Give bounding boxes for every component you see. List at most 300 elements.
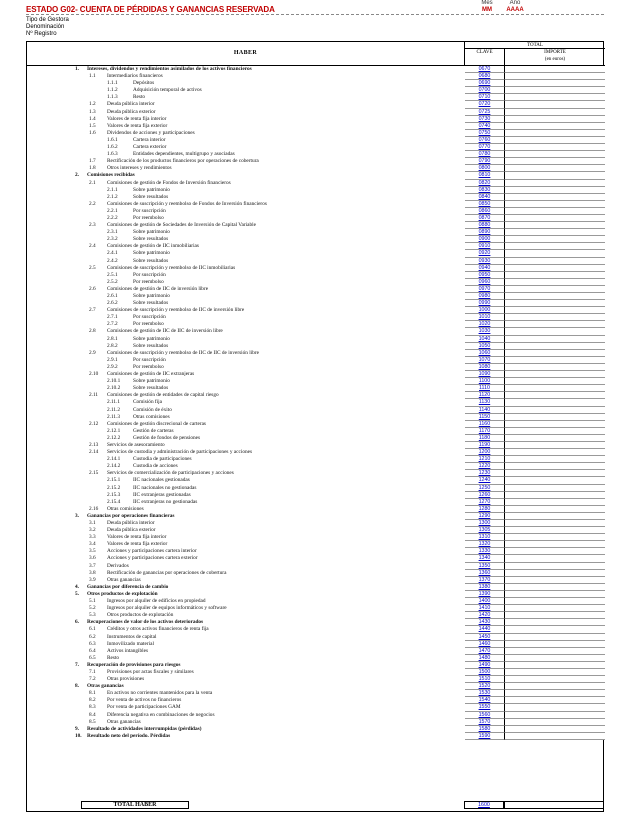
row-code-link[interactable]: 1130 <box>465 399 505 406</box>
table-row <box>27 726 605 733</box>
row-code-link[interactable]: 1490 <box>465 662 505 669</box>
row-amount-field[interactable] <box>505 563 605 570</box>
row-code-link[interactable]: 1100 <box>465 378 505 385</box>
year-value[interactable]: AAAA <box>506 7 524 13</box>
row-code-link[interactable]: 1305 <box>465 527 505 534</box>
row-code-link[interactable]: 0940 <box>465 265 505 272</box>
row-code-link[interactable]: 0690 <box>465 80 505 87</box>
row-number: 3.9 <box>89 576 96 583</box>
row-code-link[interactable]: 0720 <box>465 101 505 108</box>
row-code-link[interactable]: 0820 <box>465 180 505 187</box>
row-code-link[interactable]: 1110 <box>465 385 505 392</box>
row-amount-field[interactable] <box>505 499 605 506</box>
row-amount-field[interactable] <box>505 357 605 364</box>
row-code-link[interactable]: 0850 <box>465 201 505 208</box>
row-number: 3.3 <box>89 534 96 541</box>
table-row <box>27 307 605 314</box>
row-amount-field[interactable] <box>505 506 605 513</box>
row-amount-field[interactable] <box>505 165 605 172</box>
row-label: Gestión de fondos de pensiones <box>133 434 201 441</box>
table-row <box>27 94 605 101</box>
row-amount-field[interactable] <box>505 378 605 385</box>
row-code-link[interactable]: 0790 <box>465 158 505 165</box>
row-number: 3.6 <box>89 555 96 562</box>
row-code-link[interactable]: 1160 <box>465 421 505 428</box>
row-code-link[interactable]: 0930 <box>465 258 505 265</box>
row-amount-field[interactable] <box>505 719 605 726</box>
row-code-link[interactable]: 1180 <box>465 435 505 442</box>
row-amount-field[interactable] <box>505 215 605 222</box>
row-code-link[interactable]: 1230 <box>465 470 505 477</box>
row-code-link[interactable]: 1290 <box>465 513 505 520</box>
row-amount-field[interactable] <box>505 371 605 378</box>
row-amount-field[interactable] <box>505 109 605 116</box>
row-label: IIC extranjeras gestionadas <box>133 491 191 498</box>
row-code-link[interactable]: 1300 <box>465 520 505 527</box>
row-number: 2.13 <box>89 441 99 448</box>
table-row <box>27 463 605 470</box>
total-haber-code[interactable]: 1600 <box>464 801 504 809</box>
row-amount-field[interactable] <box>505 449 605 456</box>
row-amount-field[interactable] <box>505 158 605 165</box>
row-label: Dividendos de acciones y participaciones <box>107 129 195 136</box>
row-code-link[interactable]: 1470 <box>465 648 505 655</box>
row-amount-field[interactable] <box>505 676 605 683</box>
row-label: Por reembolso <box>133 214 164 221</box>
row-code-link[interactable]: 1460 <box>465 641 505 648</box>
row-amount-field[interactable] <box>505 201 605 208</box>
row-code-link[interactable]: 0870 <box>465 215 505 222</box>
row-code-link[interactable]: 1090 <box>465 371 505 378</box>
row-amount-field[interactable] <box>505 180 605 187</box>
row-label: Otras comisiones <box>133 413 170 420</box>
row-label: Deuda pública exterior <box>107 527 156 534</box>
row-amount-field[interactable] <box>505 258 605 265</box>
row-code-link[interactable]: 0960 <box>465 279 505 286</box>
row-amount-field[interactable] <box>505 414 605 421</box>
row-code-link[interactable]: 1050 <box>465 343 505 350</box>
row-amount-field[interactable] <box>505 634 605 641</box>
row-amount-field[interactable] <box>505 527 605 534</box>
row-label: Depósitos <box>133 80 155 87</box>
row-amount-field[interactable] <box>505 101 605 108</box>
row-code-link[interactable]: 1500 <box>465 669 505 676</box>
row-amount-field[interactable] <box>505 151 605 158</box>
row-code-link[interactable]: 0810 <box>465 172 505 179</box>
row-code-link[interactable]: 0770 <box>465 144 505 151</box>
row-amount-field[interactable] <box>505 243 605 250</box>
row-number: 6.4 <box>89 647 96 654</box>
row-code-link[interactable]: 1200 <box>465 449 505 456</box>
row-code-link[interactable]: 1310 <box>465 534 505 541</box>
table-row <box>27 456 605 463</box>
row-number: 3.2 <box>89 527 96 534</box>
row-amount-field[interactable] <box>505 321 605 328</box>
row-code-link[interactable]: 1560 <box>465 712 505 719</box>
row-amount-field[interactable] <box>505 726 605 733</box>
header-rule <box>26 14 604 15</box>
row-code-link[interactable]: 1550 <box>465 704 505 711</box>
row-number: 2.16 <box>89 505 99 512</box>
row-code-link[interactable]: 0840 <box>465 194 505 201</box>
row-amount-field[interactable] <box>505 577 605 584</box>
row-amount-field[interactable] <box>505 73 605 80</box>
table-row <box>27 712 605 719</box>
row-code-link[interactable]: 0990 <box>465 300 505 307</box>
row-code-link[interactable]: 0890 <box>465 229 505 236</box>
row-amount-field[interactable] <box>505 364 605 371</box>
table-row <box>27 328 605 335</box>
row-amount-field[interactable] <box>505 144 605 151</box>
row-number: 2.12 <box>89 420 99 427</box>
row-code-link[interactable]: 1400 <box>465 598 505 605</box>
row-amount-field[interactable] <box>505 442 605 449</box>
row-code-link[interactable]: 1240 <box>465 477 505 484</box>
en-euros-label: (en euros) <box>544 57 566 62</box>
row-label: Recuperación de provisiones para riesgos <box>87 661 181 668</box>
row-amount-field[interactable] <box>505 662 605 669</box>
row-code-link[interactable]: 1520 <box>465 683 505 690</box>
row-label: Resto <box>107 654 120 661</box>
row-label: Resultado neto del período. Pérdidas <box>87 732 171 739</box>
row-code-link[interactable]: 0730 <box>465 116 505 123</box>
row-label: Comisiones de gestión de Sociedades de Inversión de Capital Variable <box>107 222 256 229</box>
row-label: Sobre patrimonio <box>133 229 170 236</box>
row-amount-field[interactable] <box>505 697 605 704</box>
row-amount-field[interactable] <box>505 265 605 272</box>
row-amount-field[interactable] <box>505 80 605 87</box>
row-code-link[interactable]: 0900 <box>465 236 505 243</box>
row-amount-field[interactable] <box>505 492 605 499</box>
row-code-link[interactable]: 0800 <box>465 165 505 172</box>
row-label: Recuperaciones de valor de los activos deteriorados <box>87 619 204 626</box>
row-number: 2.11.3 <box>107 413 121 420</box>
row-code-link[interactable]: 1000 <box>465 307 505 314</box>
row-amount-field[interactable] <box>505 598 605 605</box>
row-code-link[interactable]: 1080 <box>465 364 505 371</box>
row-code-link[interactable]: 1260 <box>465 492 505 499</box>
row-code-link[interactable]: 1060 <box>465 350 505 357</box>
row-amount-field[interactable] <box>505 555 605 562</box>
row-label: Gestión de carteras <box>133 427 174 434</box>
row-code-link[interactable]: 0980 <box>465 293 505 300</box>
row-number: 7. <box>75 661 79 668</box>
row-amount-field[interactable] <box>505 350 605 357</box>
row-code-link[interactable]: 1280 <box>465 506 505 513</box>
table-row <box>27 697 605 704</box>
row-code-link[interactable]: 1020 <box>465 321 505 328</box>
row-label: Comisiones de gestión de IIC de IIC de inversión libre <box>107 328 223 335</box>
row-amount-field[interactable] <box>505 385 605 392</box>
row-amount-field[interactable] <box>505 293 605 300</box>
row-label: Sobre patrimonio <box>133 186 170 193</box>
row-label: Custodia de acciones <box>133 463 178 470</box>
table-row <box>27 187 605 194</box>
row-amount-field[interactable] <box>505 172 605 179</box>
row-label: Intereses, dividendos y rendimientos asimilados de los activos financieros <box>87 66 252 72</box>
row-amount-field[interactable] <box>505 534 605 541</box>
row-amount-field[interactable] <box>505 250 605 257</box>
row-code-link[interactable]: 1510 <box>465 676 505 683</box>
row-label: Sobre resultados <box>133 257 169 264</box>
row-label: Valores de renta fija exterior <box>107 541 168 548</box>
row-number: 1.6.3 <box>107 151 118 158</box>
row-code-link[interactable]: 1010 <box>465 314 505 321</box>
row-code-link[interactable]: 1430 <box>465 619 505 626</box>
table-row <box>27 385 605 392</box>
row-code-link[interactable]: 1150 <box>465 414 505 421</box>
row-number: 2.6 <box>89 285 96 292</box>
row-label: Acciones y participaciones cartera interior <box>107 548 197 555</box>
row-amount-field[interactable] <box>505 463 605 470</box>
row-code-link[interactable]: 1480 <box>465 655 505 662</box>
row-amount-field[interactable] <box>505 286 605 293</box>
report-title: ESTADO G02- CUENTA DE PÉRDIDAS Y GANANCIAS RESERVADA <box>26 5 275 14</box>
table-row <box>27 435 605 442</box>
row-amount-field[interactable] <box>505 336 605 343</box>
row-label: Custodia de participaciones <box>133 456 192 463</box>
row-label: Entidades dependientes, multigrupo y asociadas <box>133 151 235 158</box>
row-code-link[interactable]: 1440 <box>465 626 505 633</box>
row-label: Créditos y otros activos financieros de renta fija <box>107 626 209 633</box>
table-row <box>27 229 605 236</box>
row-amount-field[interactable] <box>505 194 605 201</box>
row-amount-field[interactable] <box>505 605 605 612</box>
row-code-link[interactable]: 1360 <box>465 570 505 577</box>
row-amount-field[interactable] <box>505 130 605 137</box>
row-code-link[interactable]: 0700 <box>465 87 505 94</box>
table-row <box>27 669 605 676</box>
row-number: 2.5.2 <box>107 278 118 285</box>
row-amount-field[interactable] <box>505 137 605 144</box>
row-code-link[interactable]: 1370 <box>465 577 505 584</box>
row-code-link[interactable]: 0725 <box>465 109 505 116</box>
table-row <box>27 293 605 300</box>
row-code-link[interactable]: 0860 <box>465 208 505 215</box>
row-amount-field[interactable] <box>505 456 605 463</box>
row-code-link[interactable]: 1140 <box>465 407 505 414</box>
row-code-link[interactable]: 1070 <box>465 357 505 364</box>
row-number: 8.4 <box>89 711 96 718</box>
table-row <box>27 470 605 477</box>
row-number: 8.2 <box>89 697 96 704</box>
month-value[interactable]: MM <box>482 7 492 13</box>
month-block <box>476 0 498 13</box>
row-amount-field[interactable] <box>505 87 605 94</box>
row-code-link[interactable]: 1250 <box>465 485 505 492</box>
row-amount-field[interactable] <box>505 669 605 676</box>
row-code-link[interactable]: 0760 <box>465 137 505 144</box>
row-code-link[interactable]: 0970 <box>465 286 505 293</box>
month-label: Mes <box>481 0 493 6</box>
row-code-link[interactable]: 1120 <box>465 392 505 399</box>
row-code-link[interactable]: 1270 <box>465 499 505 506</box>
row-number: 2.10.2 <box>107 385 121 392</box>
row-amount-field[interactable] <box>505 328 605 335</box>
row-code-link[interactable]: 1170 <box>465 428 505 435</box>
row-label: Resto <box>133 94 146 101</box>
row-code-link[interactable]: 1350 <box>465 563 505 570</box>
table-row <box>27 279 605 286</box>
table-row <box>27 626 605 633</box>
row-code-link[interactable]: 0780 <box>465 151 505 158</box>
row-code-link[interactable]: 1590 <box>465 733 505 740</box>
row-code-link[interactable]: 1530 <box>465 690 505 697</box>
row-code-link[interactable]: 0950 <box>465 272 505 279</box>
table-row <box>27 591 605 598</box>
row-label: En activos no corrientes mantenidos para la venta <box>107 690 213 697</box>
row-amount-field[interactable] <box>505 208 605 215</box>
row-code-link[interactable]: 1330 <box>465 548 505 555</box>
table-row <box>27 477 605 484</box>
row-amount-field[interactable] <box>505 513 605 520</box>
row-amount-field[interactable] <box>505 690 605 697</box>
row-number: 2.8 <box>89 328 96 335</box>
row-code-link[interactable]: 0910 <box>465 243 505 250</box>
row-amount-field[interactable] <box>505 470 605 477</box>
row-code-link[interactable]: 0880 <box>465 222 505 229</box>
row-code-link[interactable]: 0920 <box>465 250 505 257</box>
row-code-link[interactable]: 0710 <box>465 94 505 101</box>
row-amount-field[interactable] <box>505 612 605 619</box>
row-label: Comisiones de gestión de IIC de inversión libre <box>107 285 209 292</box>
table-row <box>27 548 605 555</box>
row-amount-field[interactable] <box>505 648 605 655</box>
row-amount-field[interactable] <box>505 94 605 101</box>
row-code-link[interactable]: 0830 <box>465 187 505 194</box>
row-code-link[interactable]: 1570 <box>465 719 505 726</box>
table-row <box>27 428 605 435</box>
row-amount-field[interactable] <box>505 655 605 662</box>
row-code-link[interactable]: 1030 <box>465 328 505 335</box>
rows-container <box>27 66 605 740</box>
table-row <box>27 87 605 94</box>
row-amount-field[interactable] <box>505 314 605 321</box>
row-code-link[interactable]: 0740 <box>465 123 505 130</box>
row-number: 5.1 <box>89 598 96 605</box>
row-label: Sobre patrimonio <box>133 378 170 385</box>
table-row <box>27 513 605 520</box>
table-row <box>27 499 605 506</box>
row-number: 8. <box>75 683 79 690</box>
row-code-link[interactable]: 1040 <box>465 336 505 343</box>
row-amount-field[interactable] <box>505 229 605 236</box>
row-code-link[interactable]: 1220 <box>465 463 505 470</box>
row-number: 2.10.1 <box>107 378 121 385</box>
row-number: 2.11 <box>89 392 99 399</box>
row-code-link[interactable]: 1580 <box>465 726 505 733</box>
row-amount-field[interactable] <box>505 619 605 626</box>
row-amount-field[interactable] <box>505 584 605 591</box>
table-row <box>27 172 605 179</box>
row-amount-field[interactable] <box>505 123 605 130</box>
row-amount-field[interactable] <box>505 520 605 527</box>
row-amount-field[interactable] <box>505 541 605 548</box>
denominacion-label: Denominación <box>26 24 65 30</box>
row-amount-field[interactable] <box>505 591 605 598</box>
table-row <box>27 704 605 711</box>
row-code-link[interactable]: 1390 <box>465 591 505 598</box>
row-amount-field[interactable] <box>505 428 605 435</box>
year-block <box>502 0 528 13</box>
row-code-link[interactable]: 1450 <box>465 634 505 641</box>
row-label: Deuda pública interior <box>107 101 155 108</box>
row-amount-field[interactable] <box>505 300 605 307</box>
row-number: 2.4 <box>89 243 96 250</box>
row-amount-field[interactable] <box>505 421 605 428</box>
row-number: 1.1.1 <box>107 80 118 87</box>
row-amount-field[interactable] <box>505 570 605 577</box>
row-amount-field[interactable] <box>505 307 605 314</box>
row-code-link[interactable]: 1540 <box>465 697 505 704</box>
row-amount-field[interactable] <box>505 222 605 229</box>
row-amount-field[interactable] <box>505 683 605 690</box>
row-amount-field[interactable] <box>505 187 605 194</box>
table-row <box>27 449 605 456</box>
row-code-link[interactable]: 1380 <box>465 584 505 591</box>
table-row <box>27 676 605 683</box>
table-row <box>27 364 605 371</box>
row-amount-field[interactable] <box>505 116 605 123</box>
total-haber-amount[interactable] <box>504 801 604 809</box>
row-amount-field[interactable] <box>505 704 605 711</box>
row-number: 2.12.1 <box>107 427 121 434</box>
row-amount-field[interactable] <box>505 733 605 740</box>
row-number: 2.15 <box>89 470 99 477</box>
row-number: 2.4.2 <box>107 257 118 264</box>
row-amount-field[interactable] <box>505 548 605 555</box>
row-code-link[interactable]: 1320 <box>465 541 505 548</box>
row-number: 2.2.2 <box>107 214 118 221</box>
row-amount-field[interactable] <box>505 399 605 406</box>
row-label: Sobre resultados <box>133 300 169 307</box>
row-number: 5.2 <box>89 605 96 612</box>
table-row <box>27 520 605 527</box>
row-amount-field[interactable] <box>505 343 605 350</box>
row-number: 2.3.1 <box>107 229 118 236</box>
row-code-link[interactable]: 1210 <box>465 456 505 463</box>
row-amount-field[interactable] <box>505 477 605 484</box>
table-row <box>27 165 605 172</box>
row-amount-field[interactable] <box>505 407 605 414</box>
row-code-link[interactable]: 0680 <box>465 73 505 80</box>
row-amount-field[interactable] <box>505 712 605 719</box>
row-amount-field[interactable] <box>505 392 605 399</box>
row-number: 4. <box>75 583 79 590</box>
row-code-link[interactable]: 0670 <box>465 66 505 73</box>
row-label: Activos intangibles <box>107 647 149 654</box>
row-number: 2.12.2 <box>107 434 121 441</box>
row-number: 2.6.1 <box>107 293 118 299</box>
row-label: Otras ganancias <box>87 683 124 690</box>
row-label: Comisiones de suscripción y reembolso de IIC de inversión libre <box>107 307 245 314</box>
row-number: 1.5 <box>89 122 96 129</box>
row-amount-field[interactable] <box>505 272 605 279</box>
row-code-link[interactable]: 1410 <box>465 605 505 612</box>
row-code-link[interactable]: 1340 <box>465 555 505 562</box>
row-amount-field[interactable] <box>505 485 605 492</box>
row-amount-field[interactable] <box>505 641 605 648</box>
row-amount-field[interactable] <box>505 626 605 633</box>
row-number: 2.15.1 <box>107 477 121 484</box>
row-amount-field[interactable] <box>505 435 605 442</box>
row-code-link[interactable]: 1190 <box>465 442 505 449</box>
row-code-link[interactable]: 0750 <box>465 130 505 137</box>
row-amount-field[interactable] <box>505 279 605 286</box>
row-amount-field[interactable] <box>505 66 605 73</box>
row-code-link[interactable]: 1420 <box>465 612 505 619</box>
row-amount-field[interactable] <box>505 236 605 243</box>
